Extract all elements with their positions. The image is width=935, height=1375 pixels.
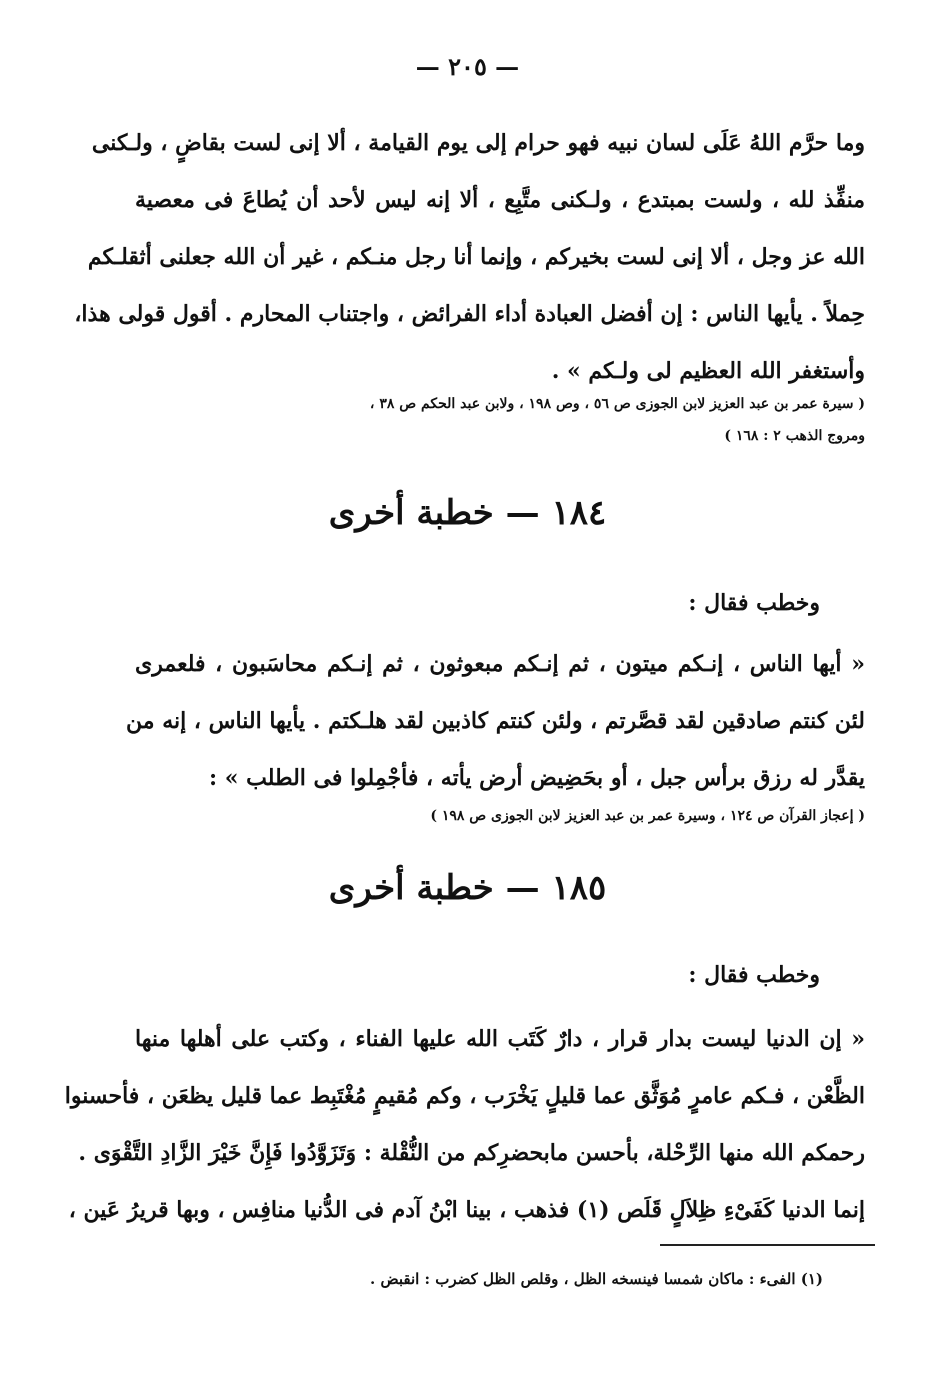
top-citation: [135, 388, 865, 452]
paragraph-line: وما حرَّم اللهُ عَلَى لسان نبيه فهو حرام إلى يوم القيامة ، ألا إنى لست بقاضٍ ، ولـكنى: [91, 130, 865, 156]
section-184-intro: وخطب فقال :: [688, 590, 820, 616]
section-heading-184: ١٨٤ — خطبة أخرى: [328, 493, 607, 533]
citation-line: ( سيرة عمر بن عبد العزيز لابن الجوزى ص ٥٦ ، وص ١٩٨ ، ولابن عبد الحكم ص ٣٨ ،: [369, 396, 865, 412]
section-185-intro: وخطب فقال :: [688, 962, 820, 988]
paragraph-line: وأستغفر الله العظيم لى ولـكم » .: [551, 358, 865, 384]
paragraph-line: الظَّعْن ، فـكم عامرٍ مُوَثَّق عما قليلٍ يَخْرَب ، وكم مُقيمٍ مُغْتَبِط عما قليل يظعَن ، فأحسنوا: [64, 1083, 865, 1109]
section-heading-185: ١٨٥ — خطبة أخرى: [328, 868, 607, 908]
top-paragraph: [74, 115, 865, 400]
paragraph-line: حِملاً . يأيها الناس : إن أفضل العبادة أداء الفرائض ، واجتناب المحارم . أقول قولى هذا،: [74, 301, 865, 327]
citation-line: ومروج الذهب ٢ : ١٦٨ ): [724, 428, 865, 444]
section-185-body: [64, 1011, 865, 1239]
section-184-citation: [135, 800, 865, 832]
paragraph-line: « إن الدنيا ليست بدار قرار ، دارٌ كَتَب الله عليها الفناء ، وكتب على أهلها منها: [135, 1026, 865, 1052]
paragraph-line: لئن كنتم صادقين لقد قصَّرتم ، ولئن كنتم كاذبين لقد هلـكتم . يأيها الناس ، إنه من: [126, 708, 865, 734]
paragraph-line: منفِّذ لله ، ولست بمبتدع ، ولـكنى متَّبِع ، ألا إنه ليس لأحد أن يُطاعَ فى معصية: [135, 187, 865, 213]
paragraph-line: « أيها الناس ، إنـكم ميتون ، ثم إنـكم مبعوثون ، ثم إنـكم محاسَبون ، فلعمرى: [135, 651, 865, 677]
citation-line: ( إعجاز القرآن ص ١٢٤ ، وسيرة عمر بن عبد العزيز لابن الجوزى ص ١٩٨ ): [430, 808, 865, 824]
page-number: — ٢٠٥ —: [415, 52, 520, 81]
paragraph-line: يقدَّر له رزق برأس جبل ، أو بحَضِيض أرض يأته ، فأجْمِلوا فى الطلب » :: [208, 765, 865, 791]
section-184-body: [126, 636, 865, 807]
paragraph-line: إنما الدنيا كَفَىْءِ ظِلاَلٍ قَلَص (١) فذهب ، بينا ابْنُ آدم فى الدُّنيا منافِس ، وبها قريرُ عَين ،: [68, 1197, 865, 1223]
footnote-divider: [660, 1244, 875, 1246]
footnote: (١) الفىء : ماكان شمسا فينسخه الظل ، وقلص الظل كضرب : انقبض .: [370, 1270, 823, 1288]
paragraph-line: رحمكم الله منها الرِّحْلة، بأحسن مابحضرِكم من النُّقْلة : وَتَزَوَّدُوا فَإِنَّ خَيْرَ الزَّادِ التَّقْوَى .: [78, 1140, 865, 1166]
paragraph-line: الله عز وجل ، ألا إنى لست بخيركم ، وإنما أنا رجل منـكم ، غير أن الله جعلنى أثقلـكم: [87, 244, 865, 270]
